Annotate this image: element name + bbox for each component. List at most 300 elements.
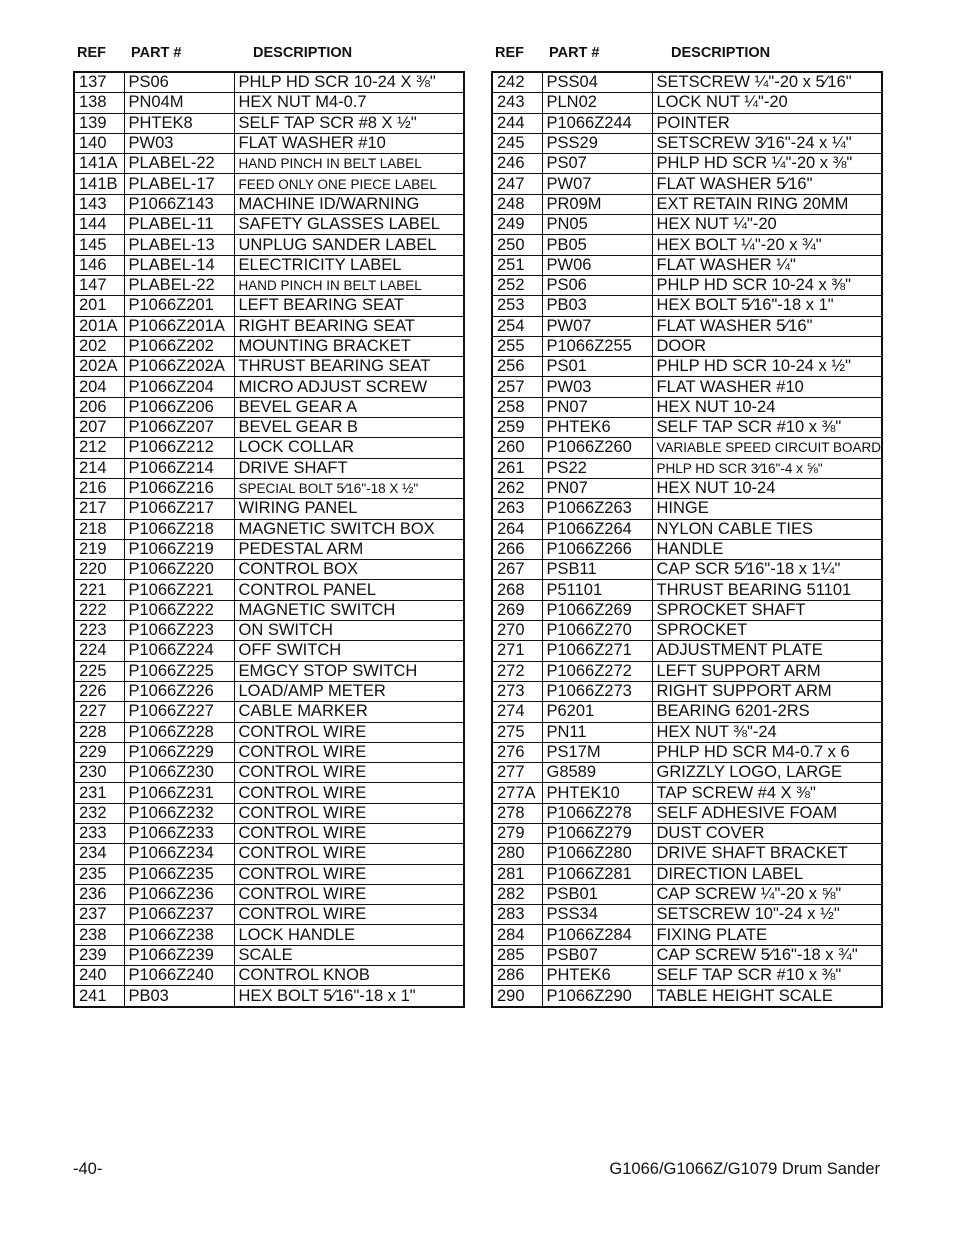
table-row	[492, 783, 882, 803]
part-number-cell: PSS04	[542, 72, 652, 93]
table-row	[492, 823, 882, 843]
table-row	[74, 864, 464, 884]
ref-cell: 284	[492, 925, 542, 945]
description-cell: LEFT BEARING SEAT	[234, 296, 464, 316]
part-number-cell: P1066Z230	[124, 763, 234, 783]
part-number-cell: PS22	[542, 458, 652, 478]
part-number-cell: P1066Z220	[124, 560, 234, 580]
description-cell: RIGHT BEARING SEAT	[234, 316, 464, 336]
part-number-cell: PSB07	[542, 945, 652, 965]
ref-cell: 144	[74, 215, 124, 235]
part-number-cell: P1066Z231	[124, 783, 234, 803]
description-cell: HEX NUT ¼"-20	[652, 215, 882, 235]
table-row	[74, 275, 464, 295]
ref-cell: 141A	[74, 154, 124, 174]
ref-cell: 271	[492, 641, 542, 661]
description-cell: MAGNETIC SWITCH	[234, 600, 464, 620]
table-row	[492, 702, 882, 722]
ref-cell: 222	[74, 600, 124, 620]
part-number-cell: PLABEL-14	[124, 255, 234, 275]
description-cell: SELF TAP SCR #8 X ½"	[234, 113, 464, 133]
ref-cell: 254	[492, 316, 542, 336]
table-row	[74, 661, 464, 681]
ref-cell: 232	[74, 803, 124, 823]
ref-cell: 218	[74, 519, 124, 539]
ref-cell: 246	[492, 154, 542, 174]
description-cell: CAP SCR 5⁄16"-18 x 1¼"	[652, 560, 882, 580]
description-header: DESCRIPTION	[253, 45, 353, 61]
description-cell: CONTROL WIRE	[234, 783, 464, 803]
table-row	[492, 478, 882, 498]
table-row	[492, 560, 882, 580]
table-row	[492, 174, 882, 194]
description-cell: CONTROL WIRE	[234, 803, 464, 823]
description-cell: FLAT WASHER ¼"	[652, 255, 882, 275]
ref-cell: 280	[492, 844, 542, 864]
model-name: G1066/G1066Z/G1079 Drum Sander	[609, 1160, 880, 1178]
part-number-cell: P1066Z219	[124, 539, 234, 559]
part-number-cell: PHTEK6	[542, 418, 652, 438]
description-cell: DOOR	[652, 336, 882, 356]
description-cell: FLAT WASHER #10	[652, 377, 882, 397]
description-cell: HEX NUT 10-24	[652, 478, 882, 498]
description-cell: DRIVE SHAFT BRACKET	[652, 844, 882, 864]
description-cell: ADJUSTMENT PLATE	[652, 641, 882, 661]
description-cell: CAP SCREW 5⁄16"-18 x ¾"	[652, 945, 882, 965]
table-row	[74, 235, 464, 255]
part-number-cell: P1066Z279	[542, 823, 652, 843]
description-cell: TABLE HEIGHT SCALE	[652, 986, 882, 1007]
description-cell: VARIABLE SPEED CIRCUIT BOARD	[652, 438, 882, 458]
table-row	[74, 966, 464, 986]
table-row	[74, 133, 464, 153]
description-cell: FLAT WASHER 5⁄16"	[652, 174, 882, 194]
description-cell: LOAD/AMP METER	[234, 681, 464, 701]
table-row	[492, 194, 882, 214]
part-number-cell: PN05	[542, 215, 652, 235]
ref-cell: 282	[492, 884, 542, 904]
ref-cell: 146	[74, 255, 124, 275]
ref-cell: 226	[74, 681, 124, 701]
description-cell: HEX BOLT ¼"-20 x ¾"	[652, 235, 882, 255]
description-cell: NYLON CABLE TIES	[652, 519, 882, 539]
part-number-cell: PN07	[542, 397, 652, 417]
part-number-cell: PN11	[542, 722, 652, 742]
table-row	[492, 966, 882, 986]
ref-cell: 273	[492, 681, 542, 701]
description-cell: SETSCREW 10"-24 x ½"	[652, 905, 882, 925]
part-number-cell: P51101	[542, 580, 652, 600]
ref-cell: 219	[74, 539, 124, 559]
ref-cell: 250	[492, 235, 542, 255]
part-number-cell: P1066Z264	[542, 519, 652, 539]
ref-cell: 277	[492, 763, 542, 783]
ref-cell: 274	[492, 702, 542, 722]
part-number-cell: P1066Z260	[542, 438, 652, 458]
description-cell: SETSCREW ¼"-20 x 5⁄16"	[652, 72, 882, 93]
ref-cell: 230	[74, 763, 124, 783]
table-row	[492, 864, 882, 884]
part-number-cell: PHTEK10	[542, 783, 652, 803]
description-cell: HEX BOLT 5⁄16"-18 x 1"	[652, 296, 882, 316]
part-number-cell: P1066Z280	[542, 844, 652, 864]
description-cell: FLAT WASHER 5⁄16"	[652, 316, 882, 336]
description-cell: SPROCKET	[652, 621, 882, 641]
description-cell: LOCK NUT ¼"-20	[652, 93, 882, 113]
part-number-cell: PSB11	[542, 560, 652, 580]
description-header: DESCRIPTION	[671, 45, 771, 61]
ref-cell: 247	[492, 174, 542, 194]
ref-cell: 234	[74, 844, 124, 864]
part-number-cell: PW03	[542, 377, 652, 397]
table-row	[74, 397, 464, 417]
table-row	[74, 884, 464, 904]
table-row	[492, 681, 882, 701]
ref-cell: 249	[492, 215, 542, 235]
part-number-cell: P1066Z214	[124, 458, 234, 478]
ref-cell: 143	[74, 194, 124, 214]
part-number-cell: P1066Z239	[124, 945, 234, 965]
part-number-cell: P1066Z227	[124, 702, 234, 722]
ref-cell: 229	[74, 742, 124, 762]
part-number-cell: P1066Z201A	[124, 316, 234, 336]
ref-cell: 238	[74, 925, 124, 945]
description-cell: LOCK COLLAR	[234, 438, 464, 458]
description-cell: RIGHT SUPPORT ARM	[652, 681, 882, 701]
table-row	[492, 296, 882, 316]
part-number-cell: P1066Z212	[124, 438, 234, 458]
part-number-cell: PW07	[542, 316, 652, 336]
description-cell: CAP SCREW ¼"-20 x ⅝"	[652, 884, 882, 904]
ref-cell: 138	[74, 93, 124, 113]
ref-cell: 252	[492, 275, 542, 295]
parts-list-right	[491, 45, 881, 1008]
part-number-cell: PLABEL-22	[124, 275, 234, 295]
part-number-cell: P1066Z217	[124, 499, 234, 519]
ref-cell: 245	[492, 133, 542, 153]
ref-cell: 251	[492, 255, 542, 275]
table-row	[74, 783, 464, 803]
table-row	[492, 397, 882, 417]
part-number-cell: PW06	[542, 255, 652, 275]
description-cell: POINTER	[652, 113, 882, 133]
ref-cell: 256	[492, 357, 542, 377]
table-row	[492, 499, 882, 519]
ref-cell: 267	[492, 560, 542, 580]
ref-cell: 278	[492, 803, 542, 823]
description-cell: BEVEL GEAR B	[234, 418, 464, 438]
description-cell: SPECIAL BOLT 5⁄16"-18 X ½"	[234, 478, 464, 498]
ref-cell: 253	[492, 296, 542, 316]
part-number-cell: P1066Z278	[542, 803, 652, 823]
description-cell: CONTROL PANEL	[234, 580, 464, 600]
table-row	[492, 377, 882, 397]
description-cell: OFF SWITCH	[234, 641, 464, 661]
description-cell: CABLE MARKER	[234, 702, 464, 722]
part-number-cell: P1066Z269	[542, 600, 652, 620]
table-row	[74, 905, 464, 925]
ref-cell: 241	[74, 986, 124, 1007]
table-row	[492, 722, 882, 742]
table-row	[74, 478, 464, 498]
description-cell: PHLP HD SCR 10-24 x ½"	[652, 357, 882, 377]
ref-cell: 236	[74, 884, 124, 904]
part-number-cell: P1066Z244	[542, 113, 652, 133]
description-cell: UNPLUG SANDER LABEL	[234, 235, 464, 255]
table-row	[492, 884, 882, 904]
part-number-cell: P1066Z207	[124, 418, 234, 438]
part-number-cell: P1066Z218	[124, 519, 234, 539]
ref-cell: 225	[74, 661, 124, 681]
ref-cell: 237	[74, 905, 124, 925]
part-number-cell: P1066Z233	[124, 823, 234, 843]
ref-cell: 258	[492, 397, 542, 417]
description-cell: FIXING PLATE	[652, 925, 882, 945]
description-cell: SELF ADHESIVE FOAM	[652, 803, 882, 823]
ref-cell: 227	[74, 702, 124, 722]
part-number-cell: P1066Z263	[542, 499, 652, 519]
ref-cell: 233	[74, 823, 124, 843]
description-cell: PHLP HD SCR M4-0.7 x 6	[652, 742, 882, 762]
part-number-cell: PN07	[542, 478, 652, 498]
part-number-cell: P1066Z284	[542, 925, 652, 945]
ref-cell: 228	[74, 722, 124, 742]
ref-cell: 204	[74, 377, 124, 397]
table-row	[74, 215, 464, 235]
table-row	[492, 661, 882, 681]
part-number-cell: P1066Z270	[542, 621, 652, 641]
description-cell: CONTROL BOX	[234, 560, 464, 580]
part-number-cell: P1066Z238	[124, 925, 234, 945]
ref-cell: 201	[74, 296, 124, 316]
table-row	[492, 458, 882, 478]
part-number-cell: P1066Z228	[124, 722, 234, 742]
description-cell: CONTROL WIRE	[234, 864, 464, 884]
table-row	[492, 580, 882, 600]
part-number-cell: PW07	[542, 174, 652, 194]
table-row	[492, 235, 882, 255]
parts-list-left	[73, 45, 463, 1008]
table-row	[74, 377, 464, 397]
part-number-cell: P1066Z225	[124, 661, 234, 681]
part-number-cell: PW03	[124, 133, 234, 153]
parts-table-left	[73, 71, 465, 1008]
table-row	[74, 580, 464, 600]
description-cell: PHLP HD SCR ¼"-20 x ⅜"	[652, 154, 882, 174]
table-row	[74, 499, 464, 519]
part-header: PART #	[549, 45, 600, 61]
ref-cell: 244	[492, 113, 542, 133]
part-number-cell: P1066Z204	[124, 377, 234, 397]
description-cell: EMGCY STOP SWITCH	[234, 661, 464, 681]
table-row	[74, 296, 464, 316]
part-number-cell: PR09M	[542, 194, 652, 214]
table-row	[74, 336, 464, 356]
description-cell: PHLP HD SCR 10-24 x ⅜"	[652, 275, 882, 295]
table-row	[492, 621, 882, 641]
description-cell: BEARING 6201-2RS	[652, 702, 882, 722]
part-number-cell: P1066Z272	[542, 661, 652, 681]
ref-cell: 260	[492, 438, 542, 458]
ref-cell: 147	[74, 275, 124, 295]
table-row	[74, 174, 464, 194]
description-cell: SPROCKET SHAFT	[652, 600, 882, 620]
description-cell: CONTROL WIRE	[234, 844, 464, 864]
table-row	[492, 336, 882, 356]
ref-cell: 140	[74, 133, 124, 153]
table-row	[492, 133, 882, 153]
part-number-cell: P1066Z266	[542, 539, 652, 559]
ref-cell: 290	[492, 986, 542, 1007]
table-row	[74, 418, 464, 438]
ref-cell: 270	[492, 621, 542, 641]
table-row	[74, 113, 464, 133]
description-cell: MOUNTING BRACKET	[234, 336, 464, 356]
ref-cell: 285	[492, 945, 542, 965]
part-number-cell: P1066Z255	[542, 336, 652, 356]
ref-cell: 248	[492, 194, 542, 214]
part-number-cell: PSB01	[542, 884, 652, 904]
ref-cell: 139	[74, 113, 124, 133]
ref-cell: 239	[74, 945, 124, 965]
part-number-cell: PHTEK8	[124, 113, 234, 133]
ref-cell: 276	[492, 742, 542, 762]
part-number-cell: PSS29	[542, 133, 652, 153]
description-cell: HEX NUT 10-24	[652, 397, 882, 417]
ref-cell: 145	[74, 235, 124, 255]
table-row	[74, 803, 464, 823]
description-cell: EXT RETAIN RING 20MM	[652, 194, 882, 214]
part-number-cell: P1066Z226	[124, 681, 234, 701]
part-number-cell: PLABEL-13	[124, 235, 234, 255]
ref-header: REF	[495, 45, 524, 61]
description-cell: SCALE	[234, 945, 464, 965]
description-cell: CONTROL WIRE	[234, 884, 464, 904]
table-row	[74, 763, 464, 783]
ref-cell: 240	[74, 966, 124, 986]
part-number-cell: P1066Z221	[124, 580, 234, 600]
description-cell: PEDESTAL ARM	[234, 539, 464, 559]
table-row	[492, 539, 882, 559]
table-row	[74, 945, 464, 965]
table-row	[74, 93, 464, 113]
part-number-cell: P1066Z229	[124, 742, 234, 762]
description-cell: PHLP HD SCR 3⁄16"-4 x ⅝"	[652, 458, 882, 478]
ref-cell: 202A	[74, 357, 124, 377]
part-number-cell: PS06	[124, 72, 234, 93]
table-row	[492, 844, 882, 864]
description-cell: HEX NUT M4-0.7	[234, 93, 464, 113]
page-number: -40-	[73, 1160, 103, 1178]
table-row	[74, 600, 464, 620]
table-row	[74, 357, 464, 377]
part-number-cell: PB03	[124, 986, 234, 1007]
table-row	[492, 215, 882, 235]
description-cell: MICRO ADJUST SCREW	[234, 377, 464, 397]
table-row	[74, 72, 464, 93]
ref-cell: 224	[74, 641, 124, 661]
table-row	[74, 925, 464, 945]
part-number-cell: PLABEL-17	[124, 174, 234, 194]
table-row	[492, 113, 882, 133]
part-header: PART #	[131, 45, 182, 61]
ref-cell: 283	[492, 905, 542, 925]
ref-cell: 223	[74, 621, 124, 641]
table-row	[492, 763, 882, 783]
table-row	[74, 986, 464, 1007]
description-cell: DRIVE SHAFT	[234, 458, 464, 478]
table-row	[74, 458, 464, 478]
description-cell: LOCK HANDLE	[234, 925, 464, 945]
description-cell: DIRECTION LABEL	[652, 864, 882, 884]
description-cell: PHLP HD SCR 10-24 X ⅜"	[234, 72, 464, 93]
description-cell: HEX NUT ⅜"-24	[652, 722, 882, 742]
part-number-cell: P1066Z202A	[124, 357, 234, 377]
table-header	[73, 45, 463, 71]
part-number-cell: P1066Z206	[124, 397, 234, 417]
part-number-cell: P1066Z201	[124, 296, 234, 316]
table-row	[74, 539, 464, 559]
description-cell: BEVEL GEAR A	[234, 397, 464, 417]
ref-cell: 272	[492, 661, 542, 681]
part-number-cell: PB05	[542, 235, 652, 255]
table-header	[491, 45, 881, 71]
ref-cell: 281	[492, 864, 542, 884]
description-cell: MAGNETIC SWITCH BOX	[234, 519, 464, 539]
table-row	[492, 519, 882, 539]
ref-cell: 214	[74, 458, 124, 478]
part-number-cell: P1066Z232	[124, 803, 234, 823]
part-number-cell: P1066Z216	[124, 478, 234, 498]
description-cell: THRUST BEARING 51101	[652, 580, 882, 600]
part-number-cell: PS01	[542, 357, 652, 377]
ref-cell: 268	[492, 580, 542, 600]
part-number-cell: P6201	[542, 702, 652, 722]
table-row	[492, 641, 882, 661]
part-number-cell: P1066Z224	[124, 641, 234, 661]
description-cell: WIRING PANEL	[234, 499, 464, 519]
part-number-cell: PS17M	[542, 742, 652, 762]
ref-cell: 201A	[74, 316, 124, 336]
table-row	[492, 275, 882, 295]
description-cell: DUST COVER	[652, 823, 882, 843]
part-number-cell: P1066Z240	[124, 966, 234, 986]
ref-cell: 242	[492, 72, 542, 93]
table-row	[492, 803, 882, 823]
table-row	[74, 154, 464, 174]
description-cell: HAND PINCH IN BELT LABEL	[234, 154, 464, 174]
ref-cell: 243	[492, 93, 542, 113]
part-number-cell: P1066Z237	[124, 905, 234, 925]
part-number-cell: P1066Z202	[124, 336, 234, 356]
ref-cell: 137	[74, 72, 124, 93]
ref-cell: 279	[492, 823, 542, 843]
ref-cell: 141B	[74, 174, 124, 194]
part-number-cell: PS06	[542, 275, 652, 295]
ref-cell: 262	[492, 478, 542, 498]
table-row	[74, 255, 464, 275]
description-cell: CONTROL WIRE	[234, 905, 464, 925]
ref-cell: 261	[492, 458, 542, 478]
table-row	[492, 255, 882, 275]
part-number-cell: P1066Z234	[124, 844, 234, 864]
description-cell: FLAT WASHER #10	[234, 133, 464, 153]
ref-cell: 231	[74, 783, 124, 803]
description-cell: SELF TAP SCR #10 x ⅜"	[652, 418, 882, 438]
ref-cell: 286	[492, 966, 542, 986]
part-number-cell: P1066Z143	[124, 194, 234, 214]
part-number-cell: PN04M	[124, 93, 234, 113]
